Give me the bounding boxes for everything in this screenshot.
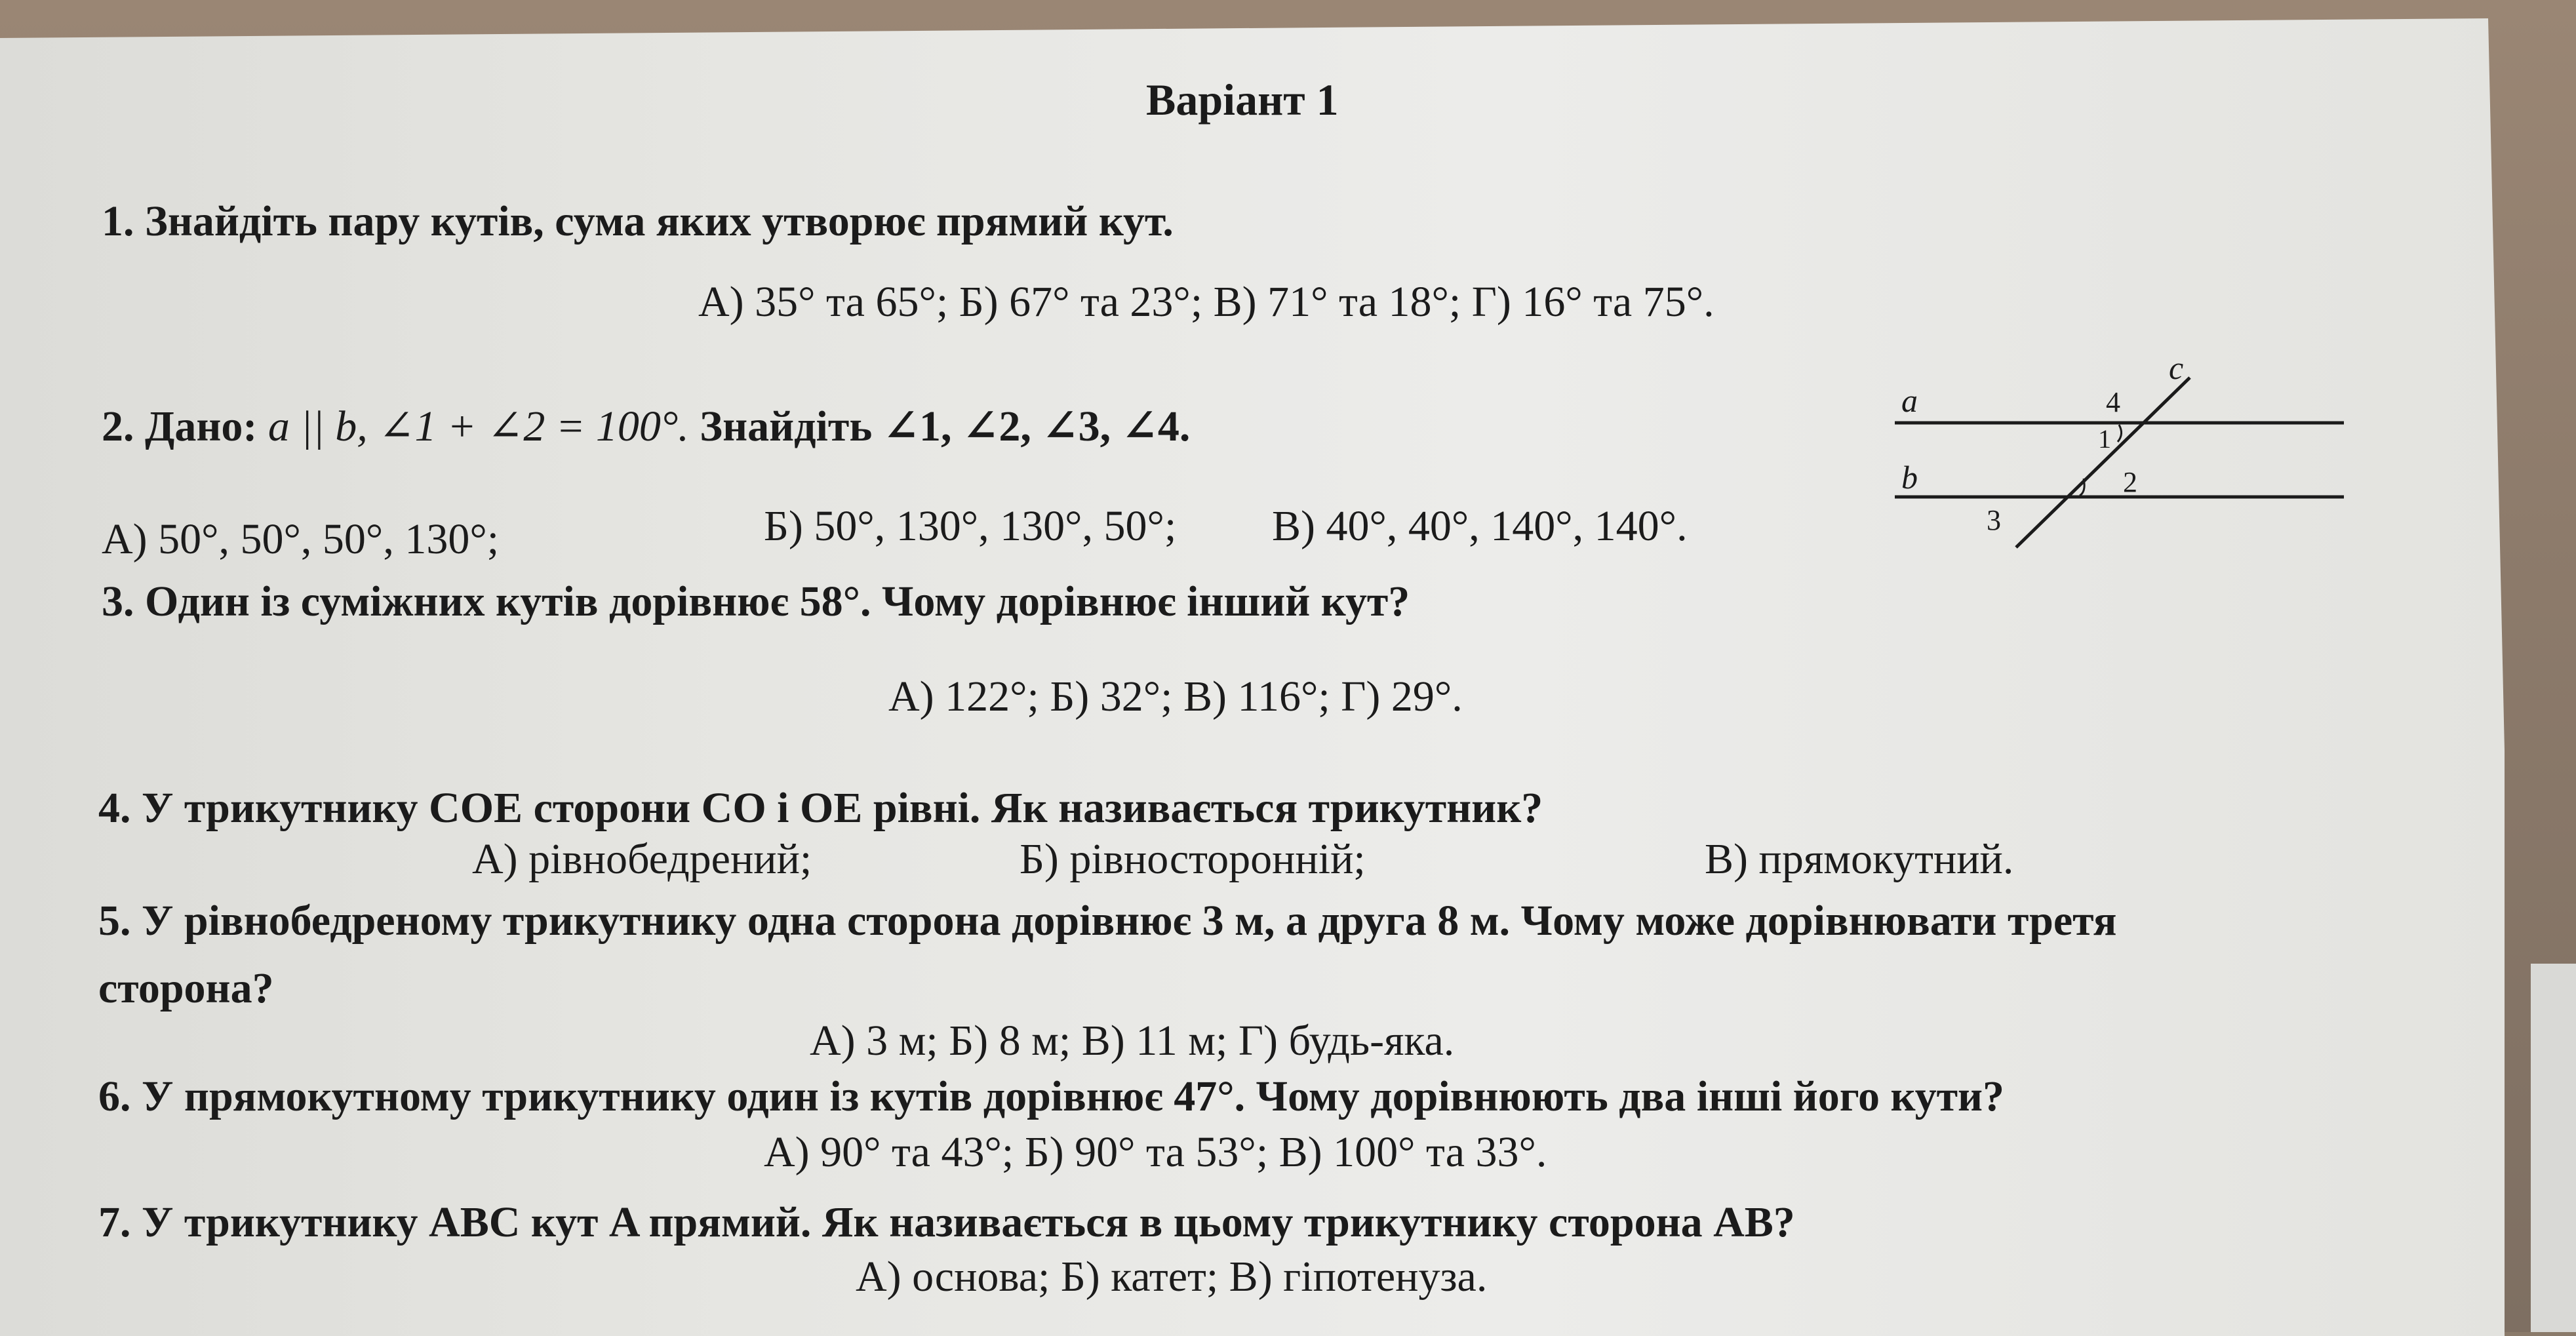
question-6 [98, 1072, 2005, 1120]
question-4-option-c: В) прямокутний. [1705, 835, 2014, 883]
question-5-options: А) 3 м; Б) 8 м; В) 11 м; Г) будь-яка. [810, 1017, 1455, 1065]
angle-arc-1 [2118, 425, 2122, 442]
question-1 [102, 197, 1174, 245]
second-sheet-edge [2531, 964, 2576, 1332]
question-4-option-b: Б) рівносторонній; [1020, 835, 1366, 883]
label-a: a [1901, 382, 1918, 419]
question-6-options: А) 90° та 43°; Б) 90° та 53°; В) 100° та 33°. [764, 1128, 1547, 1176]
question-3 [102, 580, 1410, 623]
question-text: У трикутнику COE сторони CO і OE рівні. Як називається трикутник? [142, 784, 1543, 832]
page-title: Варіант 1 [1146, 75, 1339, 125]
question-number: 1. [102, 197, 134, 245]
question-number: 3. [102, 578, 134, 625]
question-number: 4. [98, 784, 131, 832]
question-3-options: А) 122°; Б) 32°; В) 116°; Г) 29°. [888, 673, 1463, 720]
question-7-options: А) основа; Б) катет; В) гіпотенуза. [856, 1253, 1488, 1301]
question-number: 6. [98, 1072, 131, 1120]
question-7 [98, 1198, 1795, 1246]
question-text-line-1: У рівнобедреному трикутнику одна сторона дорівнює 3 м, а друга 8 м. Чому може дорівнювати третя [142, 897, 2117, 945]
label-b: b [1901, 459, 1918, 496]
parallel-lines-figure [1875, 354, 2373, 564]
line-c [2016, 378, 2190, 547]
question-4-option-a: А) рівнобедрений; [472, 835, 812, 883]
question-4 [98, 784, 1543, 832]
question-1-options: А) 35° та 65°; Б) 67° та 23°; В) 71° та 18°; Г) 16° та 75°. [698, 278, 1714, 326]
angle-label-2: 2 [2123, 466, 2137, 498]
question-task: Знайдіть ∠1, ∠2, ∠3, ∠4. [700, 403, 1191, 450]
question-number: 5. [98, 897, 131, 945]
given-label: Дано: [145, 403, 258, 450]
question-text: У трикутнику ABC кут A прямий. Як називається в цьому трикутнику сторона AB? [142, 1198, 1795, 1246]
question-2-option-b: Б) 50°, 130°, 130°, 50°; [764, 502, 1177, 550]
question-number: 7. [98, 1198, 131, 1246]
label-c: c [2169, 354, 2184, 386]
angle-label-4: 4 [2106, 386, 2120, 418]
question-2 [102, 405, 1190, 448]
question-number: 2. [102, 403, 134, 450]
question-text: Знайдіть пару кутів, сума яких утворює прямий кут. [145, 197, 1174, 245]
question-5 [98, 899, 2116, 943]
question-2-option-a: А) 50°, 50°, 50°, 130°; [102, 515, 500, 563]
angle-label-1: 1 [2098, 424, 2111, 454]
question-5-text-line-2: сторона? [98, 964, 274, 1012]
question-text: У прямокутному трикутнику один із кутів дорівнює 47°. Чому дорівнюють два інші його кути? [142, 1072, 2005, 1120]
given-math: a || b, ∠1 + ∠2 = 100°. [268, 403, 689, 450]
angle-label-3: 3 [1987, 504, 2001, 536]
question-2-option-c: В) 40°, 40°, 140°, 140°. [1272, 502, 1688, 550]
question-text: Один із суміжних кутів дорівнює 58°. Чому дорівнює інший кут? [145, 578, 1410, 625]
